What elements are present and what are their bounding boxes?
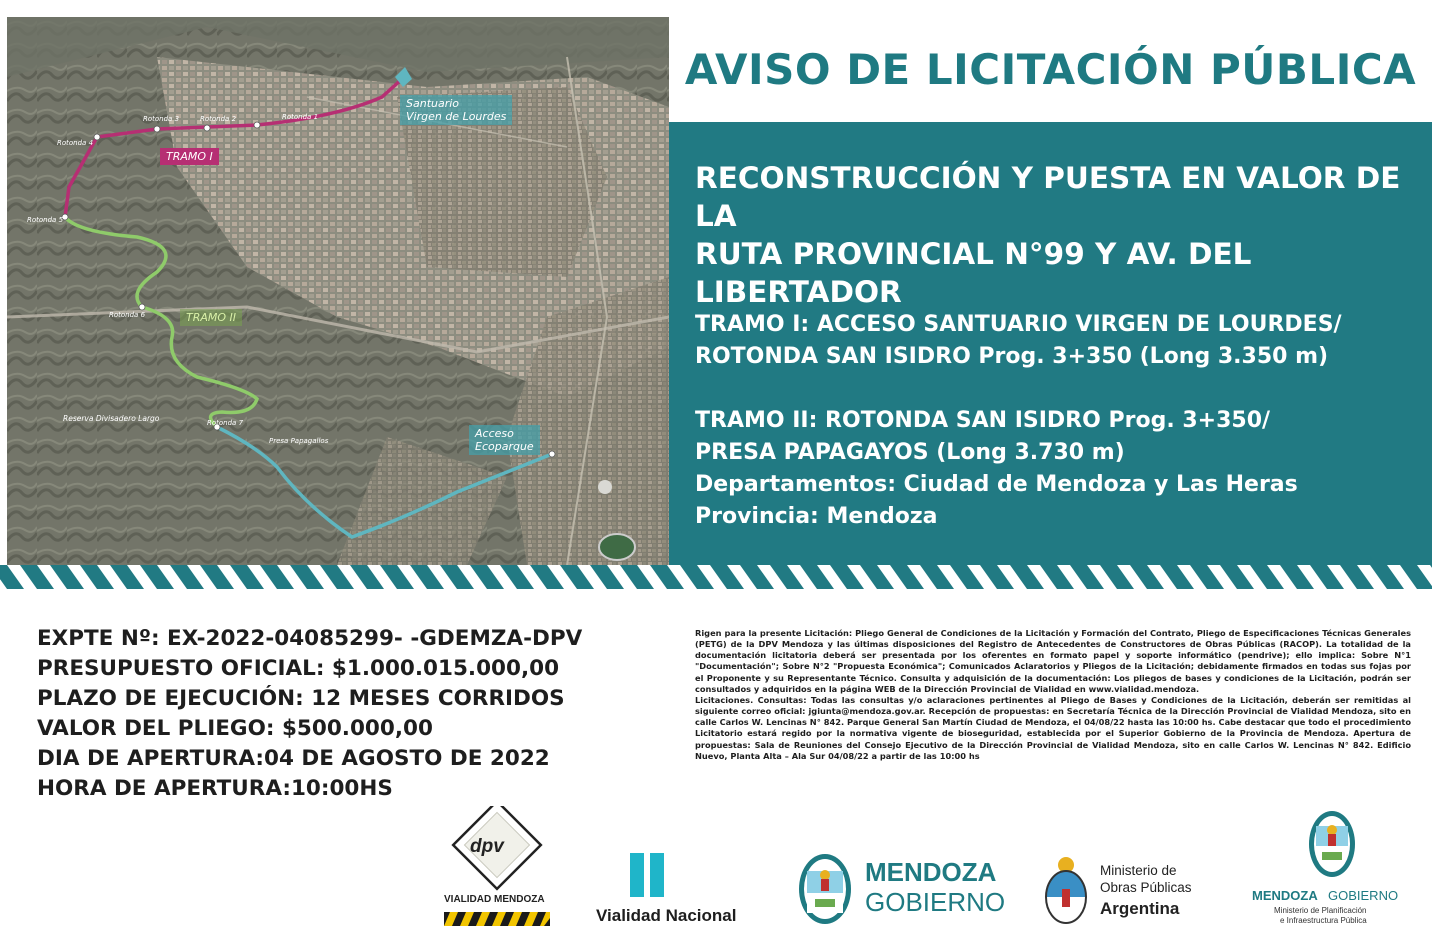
vialidad-mendoza-text: VIALIDAD MENDOZA xyxy=(444,894,545,905)
rotonda-6-label: Rotonda 6 xyxy=(109,311,146,319)
rotonda-5-label: Rotonda 5 xyxy=(27,216,64,224)
heading-line-2: RUTA PROVINCIAL N°99 Y AV. DEL LIBERTADOR xyxy=(695,237,1252,309)
tramo-1-description xyxy=(695,309,1425,373)
page-title: AVISO DE LICITACIÓN PÚBLICA xyxy=(684,45,1417,94)
planificacion-line-3: e Infraestructura Pública xyxy=(1280,916,1367,925)
vialidad-nacional-text: Vialidad Nacional xyxy=(596,906,737,925)
tramo-1-line-1: TRAMO I: ACCESO SANTUARIO VIRGEN DE LOURDES/ xyxy=(695,312,1342,337)
planificacion-shield-icon xyxy=(1250,806,1415,886)
gobierno-text: GOBIERNO xyxy=(865,887,1006,917)
vialidad-nacional-logo xyxy=(596,849,762,929)
project-heading xyxy=(695,159,1425,311)
planificacion-logo xyxy=(1250,806,1415,930)
mendoza-text: MENDOZA xyxy=(865,857,997,887)
tramo-1-line-2: ROTONDA SAN ISIDRO Prog. 3+350 (Long 3.350 m) xyxy=(695,344,1329,369)
ministerio-line-3: Argentina xyxy=(1100,899,1180,918)
ministerio-line-2: Obras Públicas xyxy=(1100,880,1192,895)
planificacion-mendoza-text: MENDOZA xyxy=(1252,888,1318,903)
dia-apertura-line: DIA DE APERTURA:04 DE AGOSTO DE 2022 xyxy=(37,746,550,771)
vialidad-nacional-icon xyxy=(596,849,762,899)
dpv-emblem-icon xyxy=(444,806,550,928)
rotonda-2-label: Rotonda 2 xyxy=(200,115,237,123)
fine-print xyxy=(695,628,1411,762)
presupuesto-line: PRESUPUESTO OFICIAL: $1.000.015.000,00 xyxy=(37,656,560,681)
planificacion-gobierno-text: GOBIERNO xyxy=(1328,888,1399,903)
provincia-line: Provincia: Mendoza xyxy=(695,504,938,529)
valor-pliego-line: VALOR DEL PLIEGO: $500.000,00 xyxy=(37,716,433,741)
argentina-shield-icon xyxy=(1040,853,1092,925)
ecoparque-label: Ecoparque xyxy=(475,440,534,453)
rotonda-4-label: Rotonda 4 xyxy=(57,139,94,147)
santuario-label: Santuario xyxy=(406,97,460,110)
vialidad-mendoza-logo xyxy=(444,806,550,928)
mendoza-shield-icon xyxy=(797,849,857,927)
dpv-mark: dpv xyxy=(470,836,504,857)
ministerio-obras-publicas-logo xyxy=(1040,853,1210,925)
tramo-2-tag: TRAMO II xyxy=(180,309,242,326)
mendoza-gobierno-logo xyxy=(797,849,1007,927)
tender-facts xyxy=(37,624,677,804)
heading-line-1: RECONSTRUCCIÓN Y PUESTA EN VALOR DE LA xyxy=(695,161,1401,233)
aerial-map xyxy=(7,17,669,565)
rotonda-3-label: Rotonda 3 xyxy=(143,115,180,123)
rotonda-1-label: Rotonda 1 xyxy=(282,113,319,121)
fine-print-paragraph-2: Licitaciones. Consultas: Todas las consultas y/o aclaraciones pertinentes al Pliego de Bases y Condiciones de la Licitación, deberán ser remitidas al siguiente correo oficial: jgiunta@mendoza.gov.ar. Recepción de propuestas: en Secretaría Técnica de la Dirección Provincial de Vialidad Mendoza, sito en calle Carlos W. Lencinas N° 842. Parque General San Martín Ciudad de Mendoza, el 04/08/22 hasta las 10:00 hs. Cabe destacar que todo el procedimiento Licitatorio estará regido por la normativa vigente de bioseguridad, establecida por el Superior Gobierno de la Provincia de Mendoza. Apertura de propuestas: Sala de Reuniones del Consejo Ejecutivo de la Dirección Provincial de Vialidad Mendoza, sito en calle Carlos W. Lencinas N° 842. Edificio Nuevo, Planta Alta – Ala Sur 04/08/22 a partir de las 10:00 hs xyxy=(695,694,1411,761)
tramo-2-description xyxy=(695,405,1425,533)
ministerio-line-1: Ministerio de xyxy=(1100,863,1177,878)
acceso-label: Acceso xyxy=(475,427,514,440)
santuario-tag xyxy=(400,95,512,125)
plazo-line: PLAZO DE EJECUCIÓN: 12 MESES CORRIDOS xyxy=(37,686,565,711)
ecoparque-tag xyxy=(469,425,540,455)
rotonda-7-label: Rotonda 7 xyxy=(207,419,244,427)
tramo-1-tag: TRAMO I xyxy=(160,148,219,165)
stripe-band xyxy=(0,565,1432,589)
virgen-label: Virgen de Lourdes xyxy=(406,110,507,123)
reserva-label: Reserva Divisadero Largo xyxy=(63,414,160,423)
departamentos-line: Departamentos: Ciudad de Mendoza y Las Heras xyxy=(695,472,1298,497)
project-panel xyxy=(669,122,1432,565)
presa-label: Presa Papagallos xyxy=(269,437,329,445)
tramo-2-line-1: TRAMO II: ROTONDA SAN ISIDRO Prog. 3+350/ xyxy=(695,408,1271,433)
map-background xyxy=(7,17,669,565)
tramo-2-line-2: PRESA PAPAGAYOS (Long 3.730 m) xyxy=(695,440,1125,465)
expediente-line: EXPTE Nº: EX-2022-04085299- -GDEMZA-DPV xyxy=(37,626,583,651)
hora-apertura-line: HORA DE APERTURA:10:00HS xyxy=(37,776,393,801)
fine-print-paragraph-1: Rigen para la presente Licitación: Pliego General de Condiciones de la Licitación y Formación del Contrato, Pliego de Especificaciones Técnicas Generales (PETG) de la DPV Mendoza y las últimas disposiciones del Registro de Antecedentes de Constructores de Obras Públicas (RACOP). La totalidad de la documentación licitatoria deberá ser presentada por los oferentes en formato papel y soporte informático (pendrive); ello implica: Sobre N°1 "Documentación"; Sobre N°2 "Propuesta Económica"; Comunicados Aclaratorios y Pliegos de la Licitación; debidamente firmados en todas sus fojas por el Proponente y su Representante Técnico. Consulta y adquisición de la documentación: Los pliegos de bases y condiciones de la Licitación, podrán ser consultados y adquiridos en la página WEB de la Dirección Provincial de Vialidad en www.vialidad.mendoza. xyxy=(695,628,1411,694)
planificacion-line-2: Ministerio de Planificación xyxy=(1274,906,1367,915)
